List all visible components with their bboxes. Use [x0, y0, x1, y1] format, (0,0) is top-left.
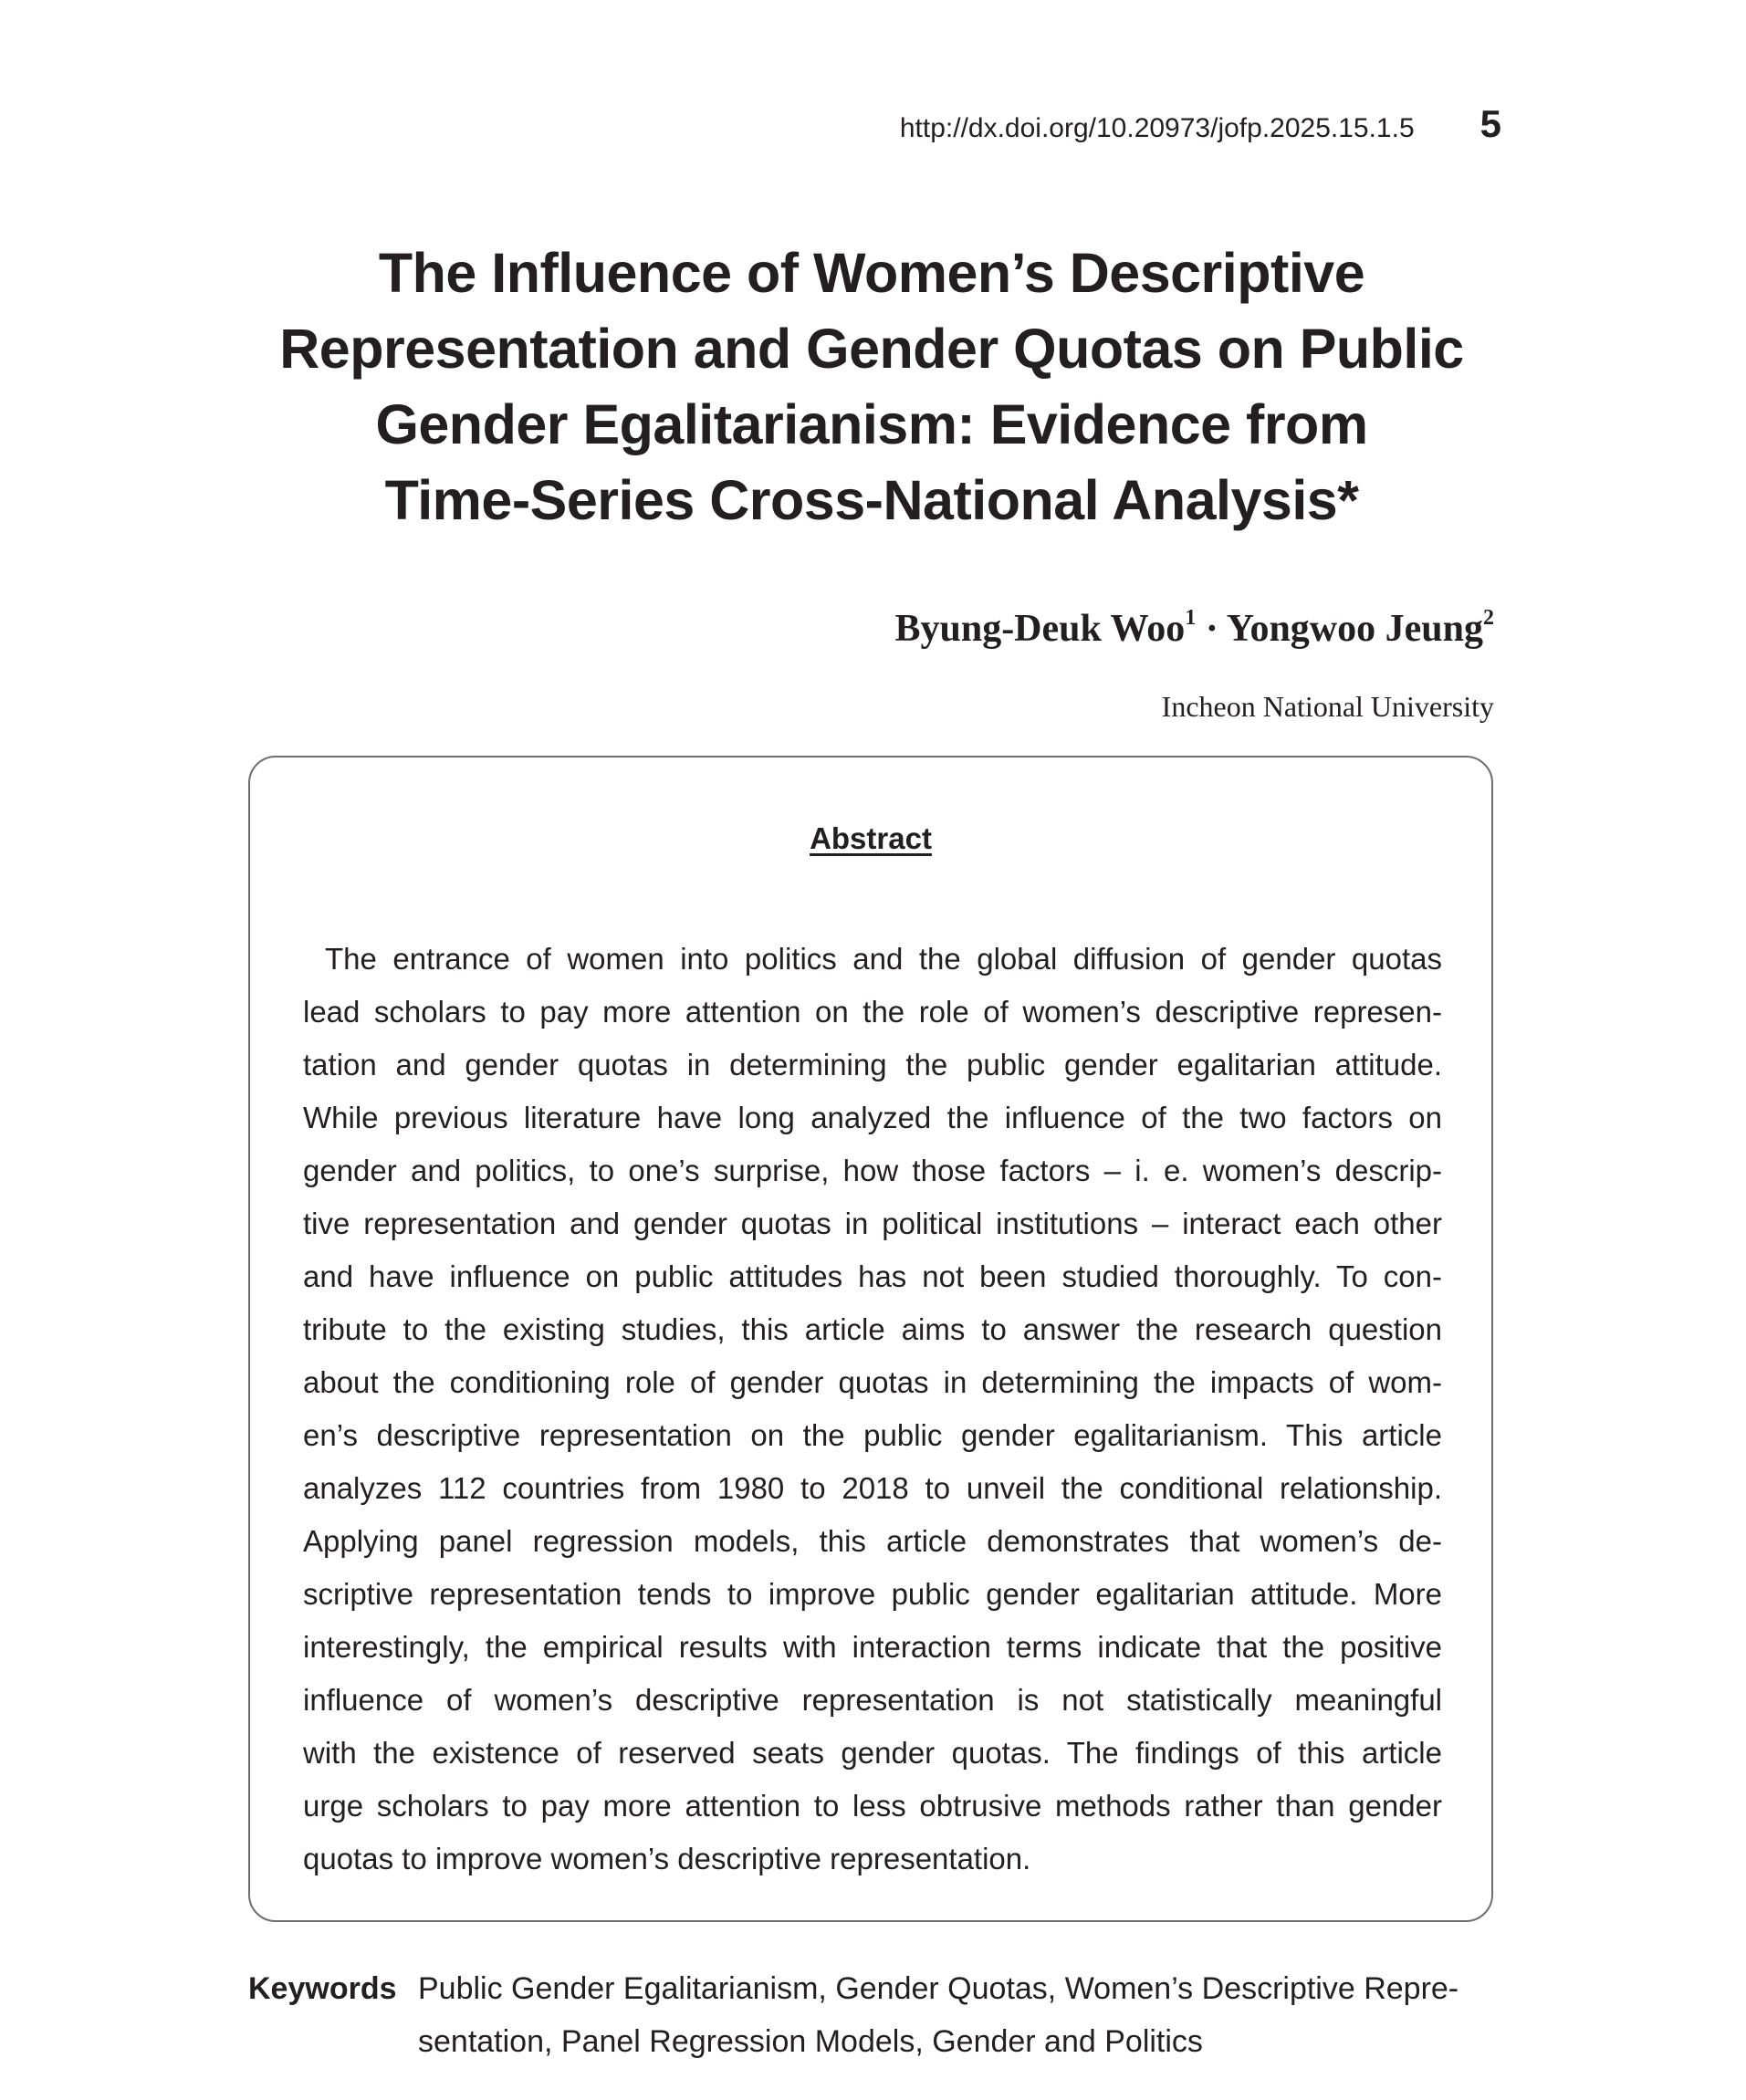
abstract-line: influence of women’s descriptive representation is not statistically meaningful: [303, 1683, 1442, 1717]
abstract-line: lead scholars to pay more attention on the role of women’s descriptive represen-: [303, 995, 1442, 1029]
title-line: Time-Series Cross-National Analysis*: [384, 469, 1359, 531]
abstract-line: gender and politics, to one’s surprise, how those factors – i. e. women’s descrip-: [303, 1154, 1442, 1187]
abstract-line: urge scholars to pay more attention to less obtrusive methods rather than gender: [303, 1789, 1442, 1823]
abstract-line: scriptive representation tends to improve public gender egalitarian attitude. More: [303, 1577, 1442, 1611]
author-affiliation-marker: 2: [1483, 606, 1494, 630]
author-affiliation-marker: 1: [1185, 606, 1197, 630]
author-name: Byung-Deuk Woo: [894, 608, 1186, 650]
keywords-line: sentation, Panel Regression Models, Gender and Politics: [418, 2024, 1203, 2059]
keywords-section: [248, 1962, 1493, 2068]
abstract-line: and have influence on public attitudes has not been studied thoroughly. To con-: [303, 1259, 1442, 1293]
author-separator: ·: [1196, 608, 1227, 650]
abstract-line: tribute to the existing studies, this article aims to answer the research question: [303, 1312, 1442, 1346]
abstract-line: While previous literature have long analyzed the influence of the two factors on: [303, 1101, 1442, 1134]
page-number: 5: [1479, 102, 1501, 145]
keywords-label: Keywords: [248, 1971, 397, 2006]
abstract-body: [303, 933, 1442, 1886]
abstract-line: interestingly, the empirical results with interaction terms indicate that the positive: [303, 1630, 1442, 1664]
abstract-line: quotas to improve women’s descriptive representation.: [303, 1842, 1031, 1875]
abstract-line: with the existence of reserved seats gender quotas. The findings of this article: [303, 1736, 1442, 1770]
abstract-line: tive representation and gender quotas in political institutions – interact each other: [303, 1207, 1442, 1240]
abstract-line: tation and gender quotas in determining the public gender egalitarian attitude.: [303, 1048, 1442, 1081]
author-name: Yongwoo Jeung: [1226, 608, 1483, 650]
doi-link[interactable]: http://dx.doi.org/10.20973/jofp.2025.15.1.5: [899, 113, 1415, 143]
running-header: [900, 102, 1501, 146]
title-line: Representation and Gender Quotas on Public: [279, 318, 1464, 380]
keywords-list: [418, 1962, 1458, 2068]
abstract-line: about the conditioning role of gender quotas in determining the impacts of wom-: [303, 1365, 1442, 1399]
keywords-line: Public Gender Egalitarianism, Gender Quotas, Women’s Descriptive Repre-: [418, 1971, 1459, 2006]
abstract-line: en’s descriptive representation on the public gender egalitarianism. This article: [303, 1418, 1442, 1452]
abstract-line: The entrance of women into politics and the global diffusion of gender quotas: [325, 942, 1442, 976]
abstract-line: Applying panel regression models, this article demonstrates that women’s de-: [303, 1524, 1442, 1558]
author-list: [894, 607, 1494, 651]
paper-title: [246, 235, 1497, 538]
title-line: The Influence of Women’s Descriptive: [378, 242, 1365, 304]
abstract-box: [248, 756, 1493, 1922]
abstract-heading: Abstract: [810, 821, 932, 855]
abstract-line: analyzes 112 countries from 1980 to 2018 to unveil the conditional relationship.: [303, 1471, 1442, 1505]
title-line: Gender Egalitarianism: Evidence from: [375, 393, 1368, 455]
affiliation: Incheon National University: [1161, 690, 1494, 723]
